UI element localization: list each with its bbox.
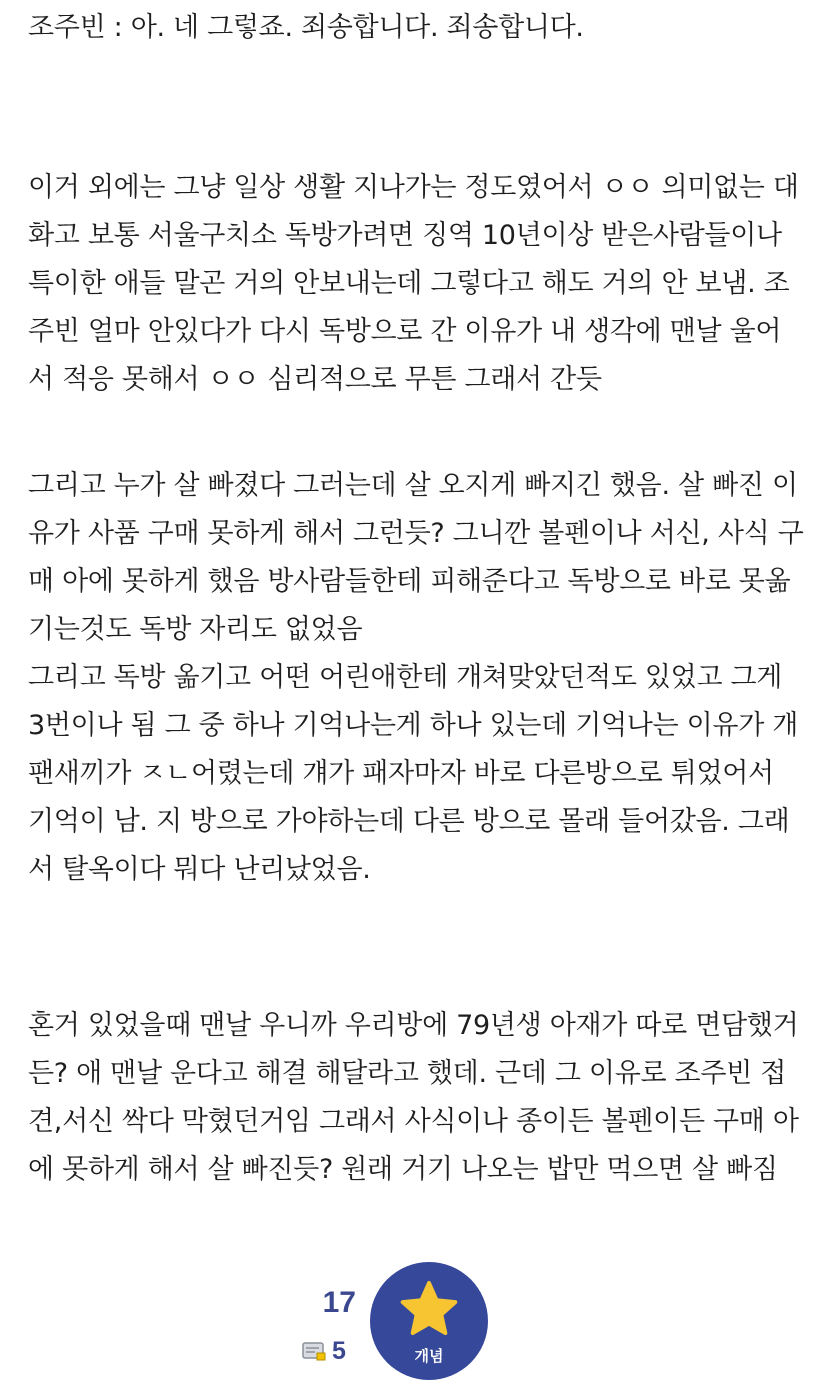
- post-text-line: 에 못하게 해서 살 빠진듯? 원래 거기 나오는 밥만 먹으면 살 빠짐: [28, 1154, 778, 1185]
- gaenyeom-button[interactable]: [370, 1262, 488, 1380]
- post-text-line: 혼거 있었을때 맨날 우니까 우리방에 79년생 아재가 따로 면담했거: [28, 1010, 799, 1041]
- gaenyeom-label: 개념: [414, 1347, 444, 1365]
- post-text-line: 기억이 남. 지 방으로 가야하는데 다른 방으로 몰래 들어갔음. 그래: [28, 806, 790, 837]
- comment-count: 5: [332, 1337, 346, 1365]
- post-text-line: 든? 애 맨날 운다고 해결 해달라고 했데. 근데 그 이유로 조주빈 접: [28, 1058, 786, 1089]
- post-text-line: 기는것도 독방 자리도 없었음: [28, 614, 363, 645]
- post-text-line: 특이한 애들 말곤 거의 안보내는데 그렇다고 해도 거의 안 보냄. 조: [28, 268, 790, 299]
- post-text-line: 유가 사품 구매 못하게 해서 그런듯? 그니깐 볼펜이나 서신, 사식 구: [28, 518, 804, 549]
- comment-count-row[interactable]: [302, 1336, 358, 1366]
- comment-icon: [302, 1342, 326, 1361]
- post-text-line: 그리고 누가 살 빠졌다 그러는데 살 오지게 빠지긴 했음. 살 빠진 이: [28, 470, 798, 501]
- post-text-line: 3번이나 됨 그 중 하나 기억나는게 하나 있는데 기억나는 이유가 개: [28, 710, 799, 741]
- post-text-line: 주빈 얼마 안있다가 다시 독방으로 간 이유가 내 생각에 맨날 울어: [28, 316, 782, 347]
- recommend-count: 17: [322, 1286, 356, 1319]
- post-text-line: 화고 보통 서울구치소 독방가려면 징역 10년이상 받은사람들이나: [28, 220, 782, 251]
- star-icon: [399, 1280, 459, 1338]
- post-text-line: 조주빈 : 아. 네 그렇죠. 죄송합니다. 죄송합니다.: [28, 12, 584, 43]
- recommend-area: [300, 1262, 500, 1392]
- post-text-line: 견,서신 싹다 막혔던거임 그래서 사식이나 종이든 볼펜이든 구매 아: [28, 1106, 799, 1137]
- post-text-line: 매 아에 못하게 했음 방사람들한테 피해준다고 독방으로 바로 못옮: [28, 566, 791, 597]
- post-text-line: 팬새끼가 ㅈㄴ어렸는데 걔가 패자마자 바로 다른방으로 튀었어서: [28, 758, 774, 789]
- post-text-line: 서 적응 못해서 ㅇㅇ 심리적으로 무튼 그래서 간듯: [28, 364, 602, 395]
- post-text-line: 서 탈옥이다 뭐다 난리났었음.: [28, 854, 371, 885]
- post-text-line: 그리고 독방 옮기고 어떤 어린애한테 개쳐맞았던적도 있었고 그게: [28, 662, 783, 693]
- post-text-line: 이거 외에는 그냥 일상 생활 지나가는 정도였어서 ㅇㅇ 의미없는 대: [28, 172, 799, 203]
